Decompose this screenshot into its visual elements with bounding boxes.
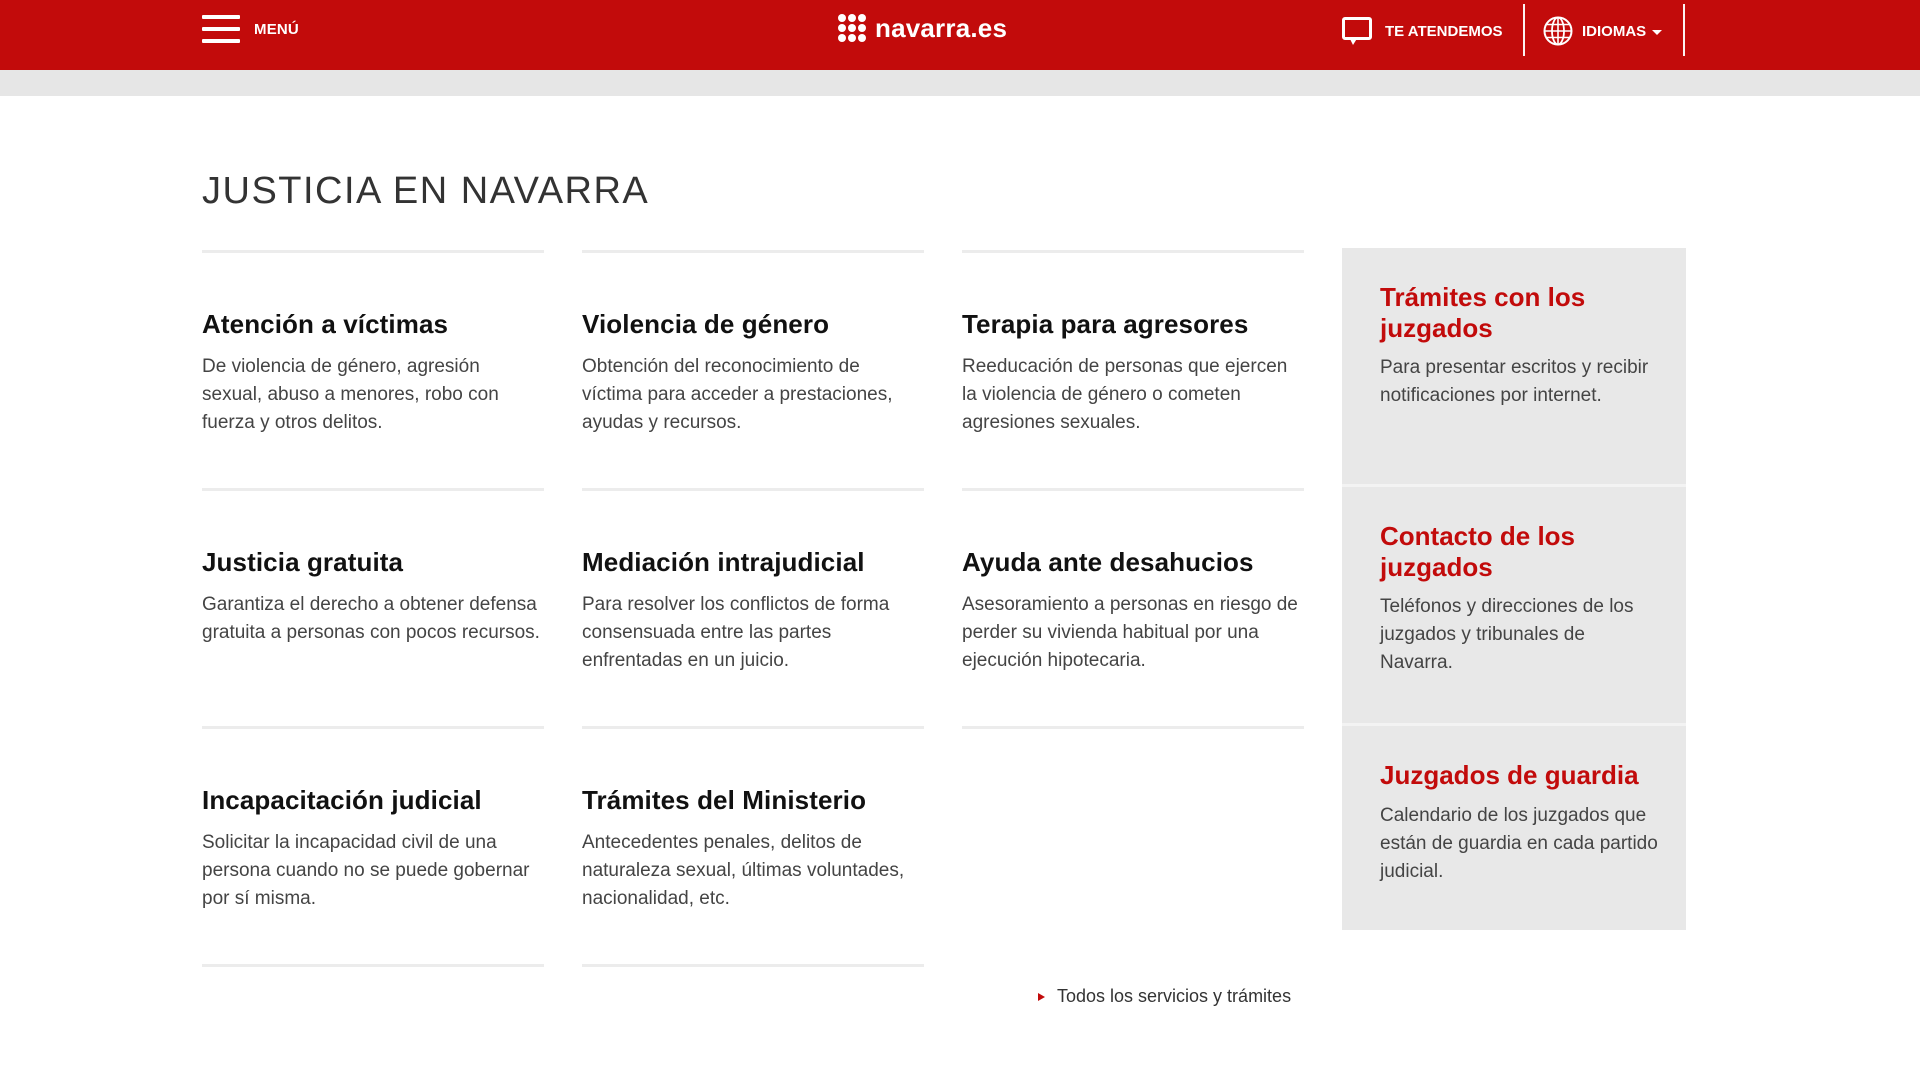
top-header-bar [0,0,1920,70]
service-description: Solicitar la incapacidad civil de una persona cuando no se puede gobernar por sí misma. [202,832,530,909]
service-card-terapia-agresores[interactable] [962,250,1304,488]
service-title[interactable]: Terapia para agresores [962,309,1249,339]
side-item-juzgados-guardia[interactable] [1342,726,1686,930]
side-item-description: Teléfonos y direcciones de los juzgados y tribunales de Navarra. [1380,596,1634,673]
chevron-down-icon [1652,30,1662,35]
service-card-tramites-ministerio[interactable] [582,726,924,964]
service-title[interactable]: Justicia gratuita [202,547,404,577]
service-card-mediacion-intrajudicial[interactable] [582,488,924,726]
side-item-title[interactable]: Contacto de los juzgados [1380,521,1576,582]
service-title[interactable]: Trámites del Ministerio [582,785,867,815]
globe-icon [1542,15,1574,47]
site-logo-link[interactable] [838,10,1007,46]
service-card-justicia-gratuita[interactable] [202,488,544,726]
service-title[interactable]: Incapacitación judicial [202,785,482,815]
grid-divider [582,964,924,967]
side-panel [1342,248,1686,930]
grid-divider [962,726,1304,730]
hamburger-icon [202,13,240,45]
service-title[interactable]: Mediación intrajudicial [582,547,865,577]
service-description: Antecedentes penales, delitos de naturaleza sexual, últimas voluntades, nacionalidad, etc. [582,832,905,909]
service-description: Asesoramiento a personas en riesgo de perder su vivienda habitual por una ejecución hipotecaria. [962,594,1298,671]
idiomas-label: IDIOMAS [1582,22,1647,40]
header-divider [1683,4,1685,56]
service-title[interactable]: Violencia de género [582,309,830,339]
service-card-atencion-victimas[interactable] [202,250,544,488]
all-services-link[interactable] [1038,986,1291,1007]
side-item-description: Para presentar escritos y recibir notificaciones por internet. [1380,357,1649,406]
grid-divider [202,964,544,967]
side-item-title[interactable]: Trámites con los juzgados [1380,282,1586,343]
te-atendemos-button[interactable] [1341,14,1503,48]
service-description: De violencia de género, agresión sexual, abuso a menores, robo con fuerza y otros delitos. [202,356,499,433]
header-subbar [0,70,1920,96]
header-divider [1523,4,1525,56]
service-title[interactable]: Ayuda ante desahucios [962,547,1254,577]
triangle-right-icon [1038,993,1045,1001]
service-description: Para resolver los conflictos de forma consensuada entre las partes enfrentadas en un juicio. [582,594,890,671]
side-item-description: Calendario de los juzgados que están de guardia en cada partido judicial. [1380,805,1658,882]
service-title[interactable]: Atención a víctimas [202,309,449,339]
service-description: Obtención del reconocimiento de víctima para acceder a prestaciones, ayudas y recursos. [582,356,893,433]
te-atendemos-label: TE ATENDEMOS [1385,22,1503,40]
service-card-violencia-genero[interactable] [582,250,924,488]
menu-button[interactable] [202,12,299,46]
service-description: Garantiza el derecho a obtener defensa gratuita a personas con pocos recursos. [202,594,540,643]
idiomas-dropdown[interactable] [1542,14,1662,48]
all-services-label: Todos los servicios y trámites [1057,986,1292,1006]
page-title: JUSTICIA EN NAVARRA [202,170,650,212]
service-description: Reeducación de personas que ejercen la violencia de género o cometen agresiones sexuales. [962,356,1288,433]
logo-text: navarra.es [875,12,1008,43]
side-item-tramites-juzgados[interactable] [1342,248,1686,484]
menu-label: MENÚ [254,20,299,38]
chat-bubble-icon [1341,16,1373,46]
side-item-contacto-juzgados[interactable] [1342,487,1686,723]
grid-dots-icon [838,14,866,42]
service-card-incapacitacion-judicial[interactable] [202,726,544,964]
side-item-title[interactable]: Juzgados de guardia [1380,760,1639,790]
service-card-ayuda-desahucios[interactable] [962,488,1304,726]
